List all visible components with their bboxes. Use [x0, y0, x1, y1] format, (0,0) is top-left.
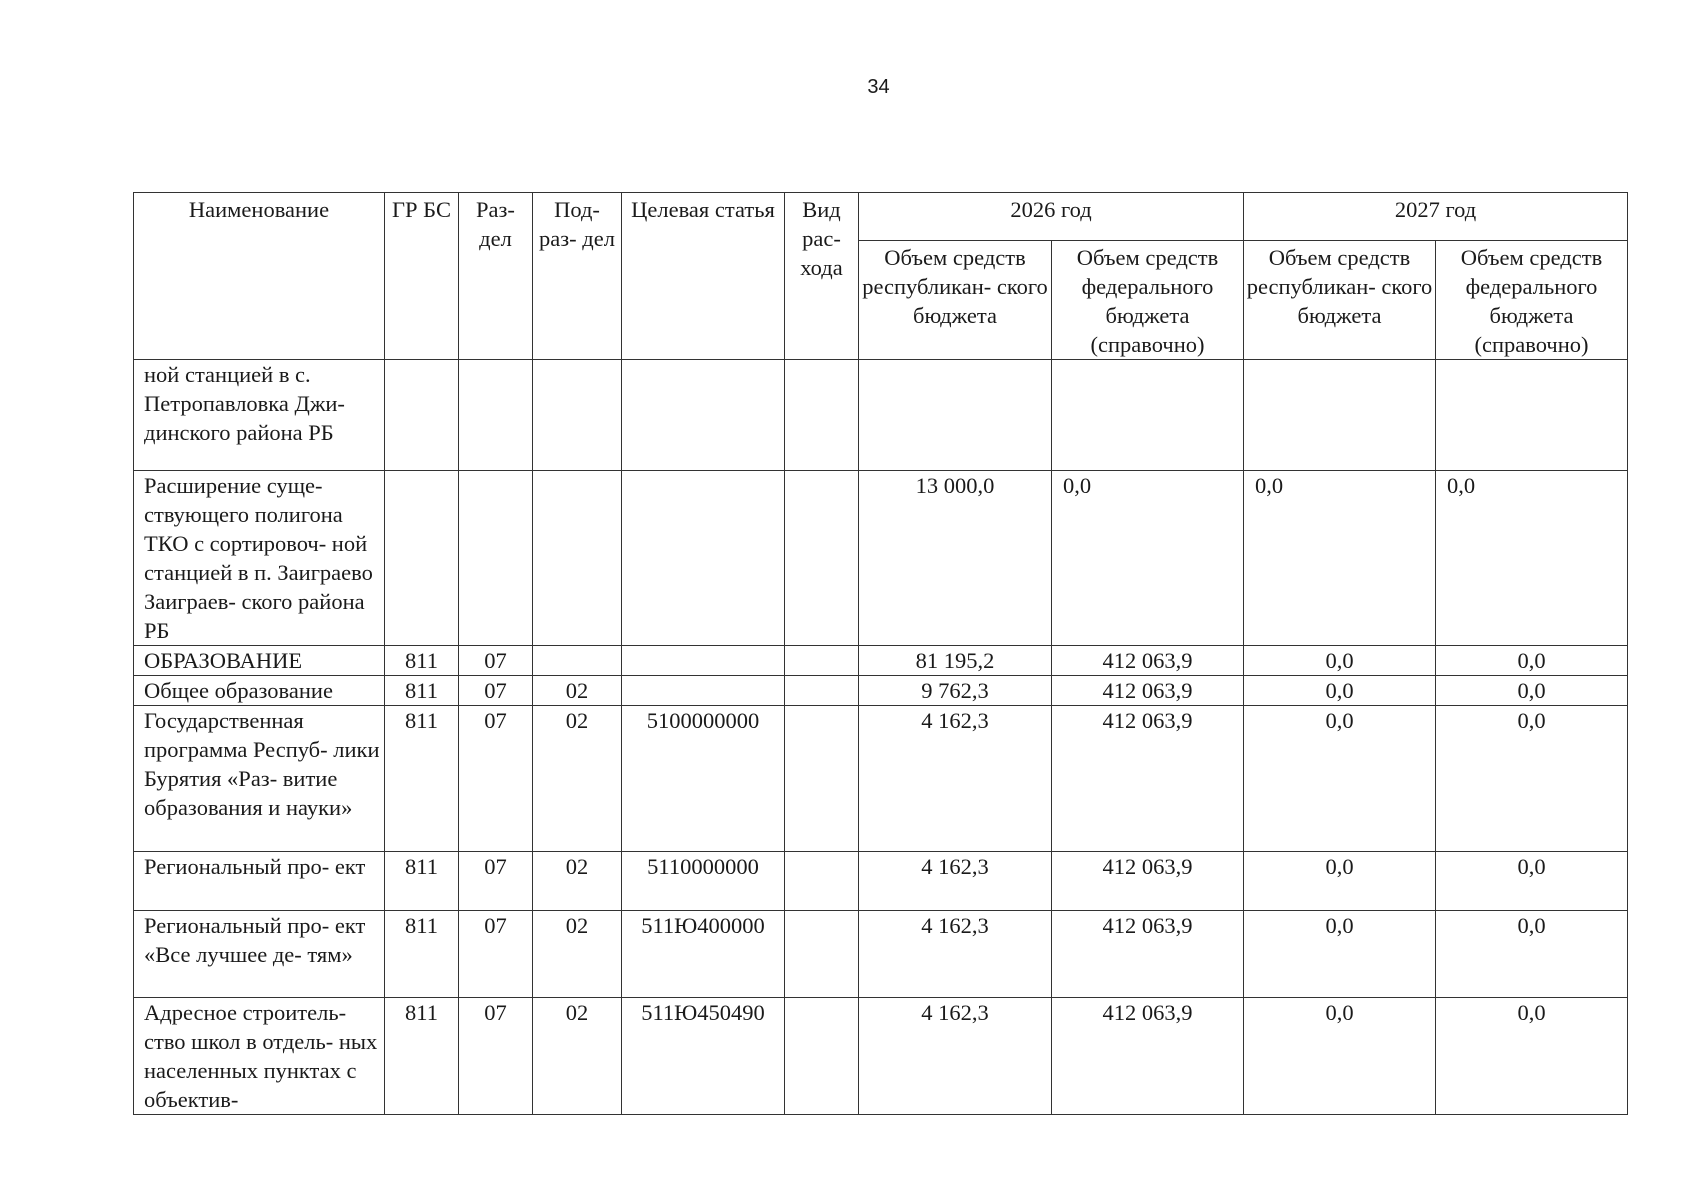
- table-row: [134, 676, 1628, 706]
- row-rep-2027: 0,0: [1244, 852, 1436, 911]
- table-row: [134, 998, 1628, 1115]
- row-podrazdel: [533, 646, 622, 676]
- row-podrazdel: 02: [533, 911, 622, 998]
- page-number: 34: [867, 76, 890, 98]
- row-podrazdel: 02: [533, 676, 622, 706]
- row-razdel: 07: [459, 676, 533, 706]
- row-razdel: [459, 360, 533, 471]
- header-name: Наименование: [134, 193, 385, 360]
- header-vid: Вид рас- хода: [785, 193, 859, 360]
- row-vid: [785, 852, 859, 911]
- row-podrazdel: 02: [533, 852, 622, 911]
- header-rep-2026: Объем средств республикан- ского бюджета: [859, 241, 1052, 360]
- row-fed-2026: 412 063,9: [1052, 911, 1244, 998]
- row-vid: [785, 646, 859, 676]
- row-vid: [785, 676, 859, 706]
- row-rep-2026: [859, 360, 1052, 471]
- row-rep-2026: 4 162,3: [859, 998, 1052, 1115]
- table-row: [134, 471, 1628, 646]
- row-name: Адресное строитель- ство школ в отдель- ных населенных пунктах с объектив-: [134, 998, 385, 1115]
- row-tselevaya: 5100000000: [622, 706, 785, 852]
- row-razdel: 07: [459, 706, 533, 852]
- row-vid: [785, 471, 859, 646]
- row-rep-2027: 0,0: [1244, 471, 1436, 646]
- header-year-2026: 2026 год: [859, 193, 1244, 241]
- row-rep-2027: 0,0: [1244, 911, 1436, 998]
- row-fed-2026: 412 063,9: [1052, 676, 1244, 706]
- row-rep-2026: 4 162,3: [859, 706, 1052, 852]
- row-grbs: 811: [385, 852, 459, 911]
- row-tselevaya: 511Ю450490: [622, 998, 785, 1115]
- row-grbs: 811: [385, 676, 459, 706]
- row-tselevaya: 5110000000: [622, 852, 785, 911]
- table-row: [134, 360, 1628, 471]
- row-fed-2026: 412 063,9: [1052, 706, 1244, 852]
- budget-table: [133, 192, 1628, 1115]
- row-name: ной станцией в с. Петропавловка Джи- динского района РБ: [134, 360, 385, 471]
- row-name: ОБРАЗОВАНИЕ: [134, 646, 385, 676]
- row-fed-2027: 0,0: [1436, 852, 1628, 911]
- table-row: [134, 706, 1628, 852]
- row-grbs: 811: [385, 706, 459, 852]
- row-rep-2027: 0,0: [1244, 706, 1436, 852]
- row-vid: [785, 911, 859, 998]
- row-fed-2027: 0,0: [1436, 911, 1628, 998]
- row-rep-2027: 0,0: [1244, 646, 1436, 676]
- row-vid: [785, 706, 859, 852]
- row-name: Региональный про- ект «Все лучшее де- тям»: [134, 911, 385, 998]
- row-fed-2027: 0,0: [1436, 706, 1628, 852]
- row-tselevaya: [622, 646, 785, 676]
- row-fed-2026: 0,0: [1052, 471, 1244, 646]
- row-rep-2027: 0,0: [1244, 998, 1436, 1115]
- row-vid: [785, 360, 859, 471]
- row-rep-2026: 81 195,2: [859, 646, 1052, 676]
- row-fed-2026: 412 063,9: [1052, 852, 1244, 911]
- row-name: Общее образование: [134, 676, 385, 706]
- row-tselevaya: [622, 676, 785, 706]
- row-rep-2026: 4 162,3: [859, 852, 1052, 911]
- row-grbs: [385, 360, 459, 471]
- header-tselevaya: Целевая статья: [622, 193, 785, 360]
- row-name: Расширение суще- ствующего полигона ТКО с сортировоч- ной станцией в п. Заиграево Заиграев- ского района РБ: [134, 471, 385, 646]
- row-rep-2027: [1244, 360, 1436, 471]
- row-rep-2026: 4 162,3: [859, 911, 1052, 998]
- row-podrazdel: 02: [533, 998, 622, 1115]
- row-fed-2026: [1052, 360, 1244, 471]
- row-grbs: [385, 471, 459, 646]
- row-vid: [785, 998, 859, 1115]
- row-razdel: [459, 471, 533, 646]
- row-razdel: 07: [459, 911, 533, 998]
- row-rep-2027: 0,0: [1244, 676, 1436, 706]
- header-razdel: Раз- дел: [459, 193, 533, 360]
- row-podrazdel: 02: [533, 706, 622, 852]
- header-fed-2027: Объем средств федерального бюджета (справочно): [1436, 241, 1628, 360]
- row-grbs: 811: [385, 911, 459, 998]
- row-razdel: 07: [459, 998, 533, 1115]
- table-row: [134, 911, 1628, 998]
- row-tselevaya: 511Ю400000: [622, 911, 785, 998]
- row-fed-2027: 0,0: [1436, 646, 1628, 676]
- header-podrazdel: Под- раз- дел: [533, 193, 622, 360]
- header-year-2027: 2027 год: [1244, 193, 1628, 241]
- row-rep-2026: 9 762,3: [859, 676, 1052, 706]
- row-podrazdel: [533, 471, 622, 646]
- table-row: [134, 646, 1628, 676]
- row-podrazdel: [533, 360, 622, 471]
- row-fed-2027: 0,0: [1436, 998, 1628, 1115]
- row-fed-2026: 412 063,9: [1052, 998, 1244, 1115]
- row-rep-2026: 13 000,0: [859, 471, 1052, 646]
- row-razdel: 07: [459, 852, 533, 911]
- row-name: Региональный про- ект: [134, 852, 385, 911]
- row-tselevaya: [622, 360, 785, 471]
- row-fed-2027: 0,0: [1436, 471, 1628, 646]
- header-rep-2027: Объем средств республикан- ского бюджета: [1244, 241, 1436, 360]
- header-fed-2026: Объем средств федерального бюджета (справочно): [1052, 241, 1244, 360]
- row-razdel: 07: [459, 646, 533, 676]
- row-grbs: 811: [385, 646, 459, 676]
- row-fed-2027: [1436, 360, 1628, 471]
- row-grbs: 811: [385, 998, 459, 1115]
- row-fed-2027: 0,0: [1436, 676, 1628, 706]
- row-tselevaya: [622, 471, 785, 646]
- table-row: [134, 852, 1628, 911]
- row-fed-2026: 412 063,9: [1052, 646, 1244, 676]
- header-grbs: ГР БС: [385, 193, 459, 360]
- row-name: Государственная программа Респуб- лики Бурятия «Раз- витие образования и науки»: [134, 706, 385, 852]
